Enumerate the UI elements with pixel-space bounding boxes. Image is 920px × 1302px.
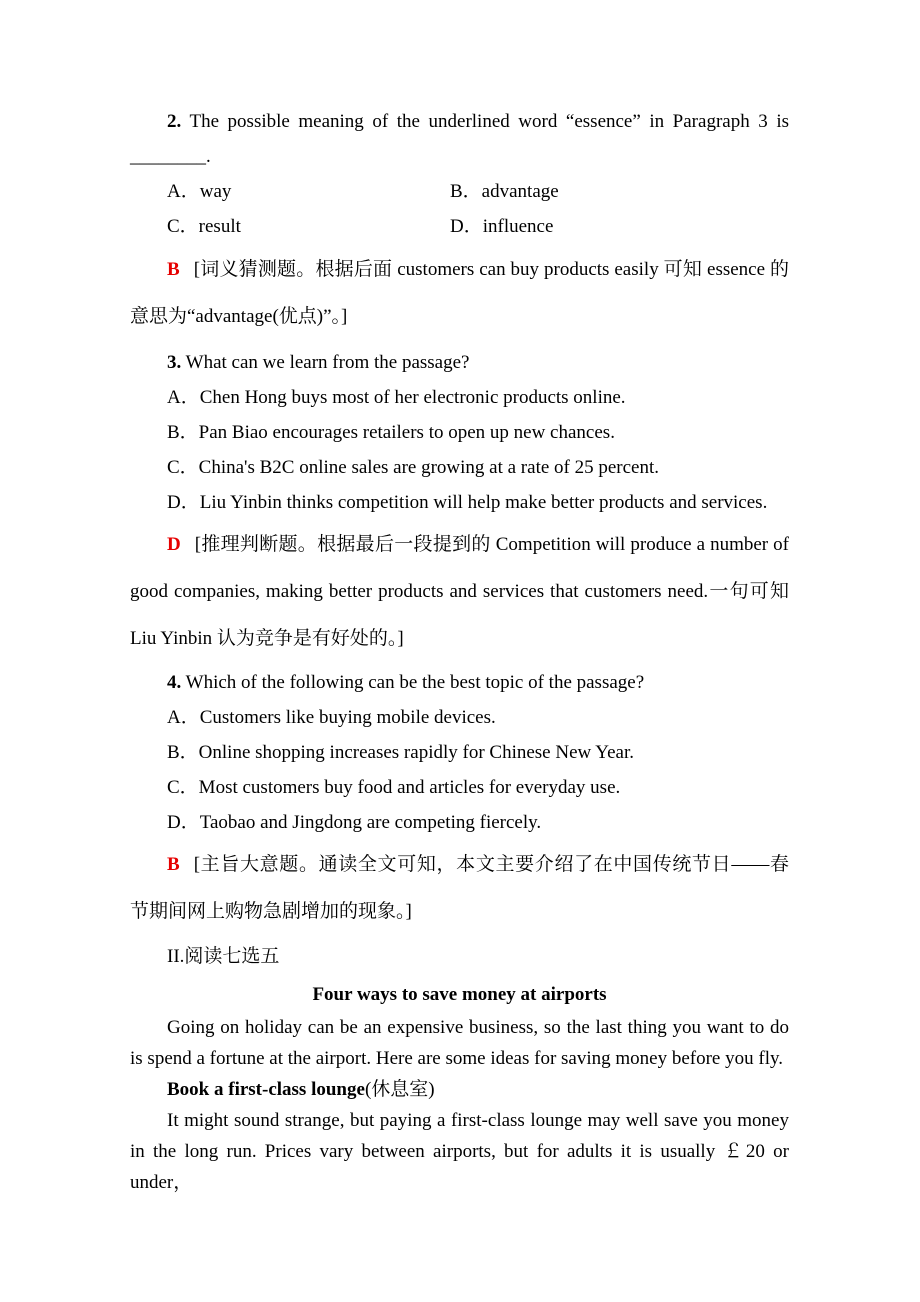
question-2-answer-text: [词义猜测题。根据后面 customers can buy products easily 可知 essence 的意思为“advantage(优点)”。] bbox=[130, 259, 789, 327]
question-2-stem bbox=[130, 104, 789, 174]
question-4-option-a: A．Customers like buying mobile devices. bbox=[167, 707, 496, 728]
question-2-answer-letter: B bbox=[167, 259, 180, 280]
question-4-answer-text: [主旨大意题。通读全文可知，本文主要介绍了在中国传统节日——春节期间网上购物急剧增加的现象。] bbox=[130, 854, 789, 922]
question-4-stem bbox=[130, 665, 789, 700]
passage-intro: Going on holiday can be an expensive business, so the last thing you want to do is spend a fortune at the airport. Here are some ideas for saving money before you fly. bbox=[130, 1017, 789, 1069]
question-3-stem bbox=[130, 345, 789, 380]
question-3-option-d: D．Liu Yinbin thinks competition will help make better products and services. bbox=[167, 492, 768, 513]
question-4-option-c: C．Most customers buy food and articles for everyday use. bbox=[167, 777, 621, 798]
reading-passage bbox=[130, 977, 789, 1198]
question-4-answer bbox=[130, 841, 789, 935]
passage-subheading-bold: Book a first-class lounge bbox=[167, 1079, 365, 1100]
question-3-text: What can we learn from the passage? bbox=[181, 352, 470, 373]
question-2-answer bbox=[130, 246, 789, 340]
section-heading: II.阅读七选五 bbox=[167, 946, 280, 967]
passage-subheading bbox=[130, 1074, 789, 1105]
question-2-option-b: B．advantage bbox=[450, 181, 559, 202]
question-2-option-c: C．result bbox=[167, 216, 241, 237]
question-4 bbox=[130, 665, 789, 935]
passage-subheading-note: (休息室) bbox=[364, 1079, 435, 1100]
question-3-option-b: B．Pan Biao encourages retailers to open up new chances. bbox=[167, 422, 615, 443]
passage-title: Four ways to save money at airports bbox=[312, 984, 607, 1005]
question-3-number: 3. bbox=[167, 352, 182, 373]
question-3-option-c: C．China's B2C online sales are growing at a rate of 25 percent. bbox=[167, 457, 660, 478]
question-3-option-a: A．Chen Hong buys most of her electronic products online. bbox=[167, 387, 626, 408]
question-4-number: 4. bbox=[167, 672, 182, 693]
question-3-answer-letter: D bbox=[167, 534, 181, 555]
question-2-text: The possible meaning of the underlined word “essence” in Paragraph 3 is ________. bbox=[130, 111, 789, 167]
question-3 bbox=[130, 345, 789, 662]
question-2-option-d: D．influence bbox=[450, 216, 554, 237]
question-3-answer bbox=[130, 521, 789, 662]
question-2-options-row-2 bbox=[130, 209, 789, 244]
question-4-option-d: D．Taobao and Jingdong are competing fiercely. bbox=[167, 812, 542, 833]
question-2-options-row-1 bbox=[130, 174, 789, 209]
question-4-option-b: B．Online shopping increases rapidly for Chinese New Year. bbox=[167, 742, 635, 763]
question-4-text: Which of the following can be the best topic of the passage? bbox=[181, 672, 645, 693]
passage-body: It might sound strange, but paying a first-class lounge may well save you money in the long run. Prices vary between airports, but for adults it is usually ￡20 or under， bbox=[130, 1110, 789, 1193]
question-2-number: 2. bbox=[167, 111, 182, 132]
question-3-answer-text: [推理判断题。根据最后一段提到的 Competition will produce a number of good companies, making better products and services that customers need.一句可知 Liu Yinbin 认为竞争是有好处的。] bbox=[130, 534, 789, 649]
question-2 bbox=[130, 104, 789, 340]
question-4-answer-letter: B bbox=[167, 854, 180, 875]
question-2-option-a: A．way bbox=[167, 181, 232, 202]
